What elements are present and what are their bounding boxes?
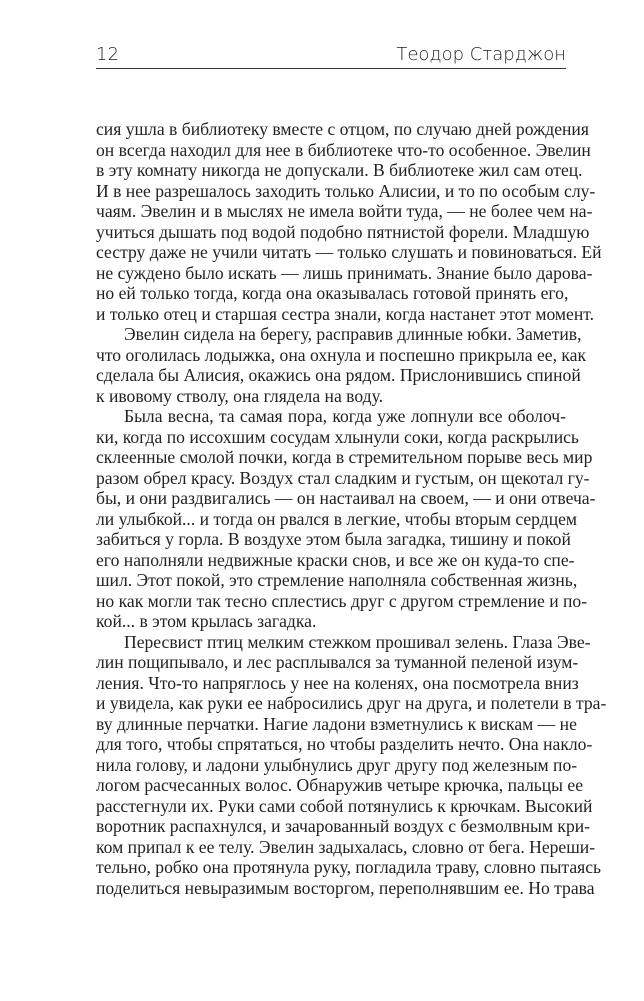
text-line: учиться дышать под водой подобно пятнистой форели. Младшую — [96, 221, 590, 242]
paragraph — [96, 324, 587, 406]
text-line: ву длинные перчатки. Нагие ладони взметнулись к вискам — не — [96, 713, 577, 734]
body-text — [96, 119, 607, 898]
running-head-author: Теодор Старджон — [396, 44, 566, 65]
text-line: логом расчесанных волос. Обнаружив четыре крючка, пальцы ее — [96, 775, 584, 795]
text-line: разом обрел красу. Воздух стал сладким и густым, он щекотал гу- — [96, 467, 590, 488]
text-line: ком припал к ее телу. Эвелин задыхалась, словно от бега. Нереши- — [96, 836, 596, 857]
text-line: кой... в этом крылась загадка. — [96, 611, 317, 631]
text-line: расстегнули их. Руки сами собой потянулись к крючкам. Высокий — [96, 795, 593, 816]
text-line: Была весна, та самая пора, когда уже лопнули все оболоч- — [124, 406, 566, 426]
paragraph — [96, 406, 596, 632]
text-line: для того, чтобы спрятаться, но чтобы разделить нечто. Она накло- — [96, 734, 593, 754]
text-line: тельно, робко она протянула руку, погладила траву, словно пытаясь — [96, 857, 602, 877]
text-line: шил. Этот покой, это стремление наполняла собственная жизнь, — [96, 570, 578, 590]
text-line: ки, когда по иссохшим сосудам хлынули соки, когда раскрылись — [96, 426, 579, 447]
text-line: лин пощипывало, и лес расплывался за туманной пеленой изум- — [96, 652, 579, 672]
text-line: и увидела, как руки ее набросились друг на друга, и полетели в тра- — [96, 693, 607, 713]
text-line: и только отец и старшая сестра знали, когда настанет этот момент. — [96, 303, 595, 324]
running-header — [96, 44, 566, 69]
page-number: 12 — [96, 44, 119, 65]
text-line: в эту комнату никогда не допускали. В библиотеке жил сам отец. — [96, 160, 583, 180]
text-line: Пересвист птиц мелким стежком прошивал зелень. Глаза Эве- — [124, 631, 591, 652]
text-line: чаям. Эвелин и в мыслях не имела войти туда, — не более чем на- — [96, 201, 593, 221]
text-line: сия ушла в библиотеку вместе с отцом, по случаю дней рождения — [96, 119, 589, 139]
text-line: И в нее разрешалось заходить только Алисии, и то по особым слу- — [96, 180, 596, 201]
text-line: его наполняли недвижные краски снов, и все же он куда-то спе- — [96, 549, 575, 570]
text-line: склеенные смолой почки, когда в стремительном порыве весь мир — [96, 447, 593, 467]
text-line: нила голову, и ладони улыбнулись друг другу под железным по- — [96, 754, 578, 775]
text-line: он всегда находил для нее в библиотеке что-то особенное. Эвелин — [96, 139, 591, 160]
text-line: не суждено было искать — лишь принимать. Знание было дарова- — [96, 262, 593, 283]
text-line: Эвелин сидела на берегу, расправив длинные юбки. Заметив, — [124, 324, 582, 344]
text-line: но ей только тогда, когда она оказывалась готовой принять его, — [96, 283, 569, 303]
paragraph — [96, 119, 602, 324]
text-line: ли улыбкой... и тогда он рвался в легкие, чтобы вторым сердцем — [96, 508, 578, 529]
text-line: к ивовому стволу, она глядела на воду. — [96, 385, 384, 406]
text-line: воротник распахнулся, и зачарованный воздух с безмолвным кри- — [96, 816, 591, 836]
text-line: но как могли так тесно сплестись друг с другом стремление и по- — [96, 590, 588, 611]
paragraph — [96, 631, 607, 899]
text-line: поделиться невыразимым восторгом, переполнявшим ее. Но трава — [96, 877, 595, 898]
text-line: забиться у горла. В воздухе этом была загадка, тишину и покой — [96, 529, 571, 549]
text-line: бы, и они раздвигались — он настаивал на своем, — и они отвеча- — [96, 488, 596, 508]
text-line: что оголилась лодыжка, она охнула и поспешно прикрыла ее, как — [96, 344, 587, 365]
text-line: сделала бы Алисия, окажись она рядом. Прислонившись спиной — [96, 365, 581, 385]
text-line: сестру даже не учили читать — только слушать и повиноваться. Ей — [96, 242, 602, 262]
text-line: ления. Что-то напряглось у нее на коленях, она посмотрела вниз — [96, 672, 579, 693]
